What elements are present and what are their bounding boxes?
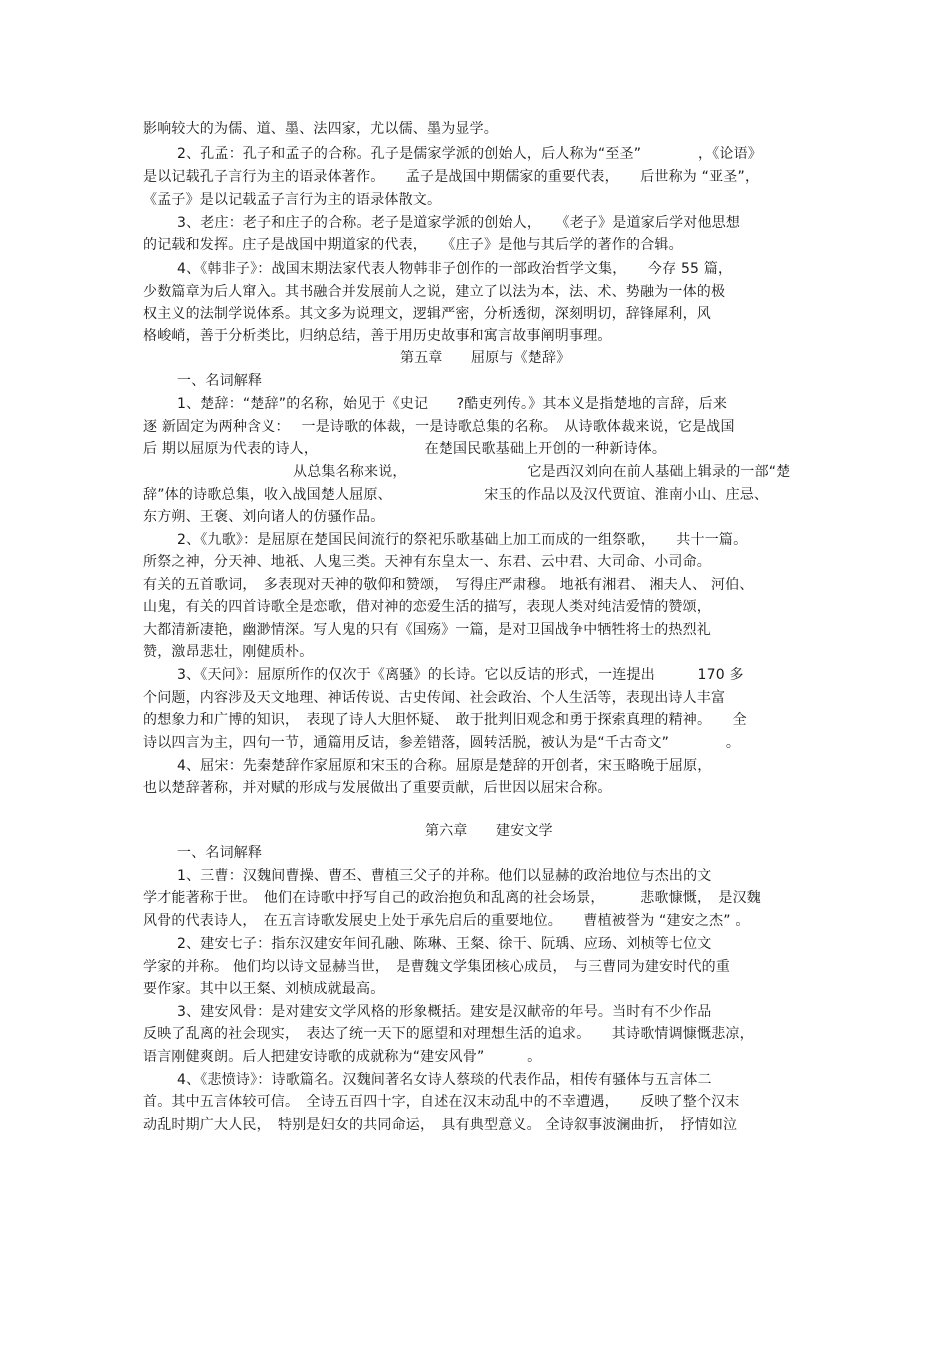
chapter-heading: 第六章 建安文学 <box>425 823 553 839</box>
text-line: 所祭之神，分天神、地祇、人鬼三类。天神有东皇太一、东君、云中君、大司命、小司命。 <box>143 554 711 570</box>
section-heading: 一、名词解释 <box>177 845 263 861</box>
text-line: 《孟子》是以记载孟子言行为主的语录体散文。 <box>143 192 442 208</box>
text-line: 诗以四言为主，四句一节，通篇用反诘，参差错落，圆转活脱，被认为是“千古奇文” 。 <box>143 735 741 751</box>
text-line: 个问题，内容涉及天文地理、神话传说、古史传闻、社会政治、个人生活等，表现出诗人丰富 <box>143 690 726 706</box>
text-line: 大都清新凄艳，幽渺情深。写人鬼的只有《国殇》一篇，是对卫国战争中牺牲将士的热烈礼 <box>143 622 711 638</box>
chapter-heading: 第五章 屈原与《楚辞》 <box>400 350 571 366</box>
text-line: 1、三曹：汉魏间曹操、曹丕、曹植三父子的并称。他们以显赫的政治地位与杰出的文 <box>177 868 712 884</box>
text-line: 2、孔孟：孔子和孟子的合称。孔子是儒家学派的创始人，后人称为“至圣” ，《论语》 <box>177 146 763 162</box>
text-line: 山鬼，有关的四首诗歌全是恋歌，借对神的恋爱生活的描写，表现人类对纯洁爱情的赞颂， <box>143 599 711 615</box>
text-line: 逐 新固定为两种含义： 一是诗歌的体裁，一是诗歌总集的名称。 从诗歌体裁来说，它是战国 <box>143 419 735 435</box>
section-heading: 一、名词解释 <box>177 373 263 389</box>
text-line: 要作家。其中以王粲、刘桢成就最高。 <box>143 981 385 997</box>
text-line: 3、老庄：老子和庄子的合称。老子是道家学派的创始人， 《老子》是道家后学对他思想 <box>177 215 741 231</box>
text-line: 也以楚辞著称，并对赋的形成与发展做出了重要贡献，后世因以屈宋合称。 <box>143 780 612 796</box>
text-line: 影响较大的为儒、道、墨、法四家，尤以儒、墨为显学。 <box>143 121 498 137</box>
text-line: 首。其中五言体较可信。 全诗五百四十字，自述在汉末动乱中的不幸遭遇， 反映了整个汉末 <box>143 1094 740 1110</box>
text-line: 的记载和发挥。庄子是战国中期道家的代表， 《庄子》是他与其后学的著作的合辑。 <box>143 237 683 253</box>
text-line: 格峻峭，善于分析类比，归纳总结，善于用历史故事和寓言故事阐明事理。 <box>143 328 612 344</box>
text-line: 东方朔、王褒、刘向诸人的仿骚作品。 <box>143 509 385 525</box>
text-line: 2、建安七子：指东汉建安年间孔融、陈琳、王粲、徐干、阮瑀、应玚、刘桢等七位文 <box>177 936 712 952</box>
text-line: 后 期以屈原为代表的诗人， 在楚国民歌基础上开创的一种新诗体。 <box>143 441 667 457</box>
text-line: 学才能著称于世。 他们在诗歌中抒写自己的政治抱负和乱离的社会场景， 悲歌慷慨， 是汉魏 <box>143 890 761 906</box>
text-line: 的想象力和广博的知识， 表现了诗人大胆怀疑、 敢于批判旧观念和勇于探索真理的精神。 全 <box>143 712 747 728</box>
text-line: 学家的并称。 他们均以诗文显赫当世， 是曹魏文学集团核心成员， 与三曹同为建安时代的重 <box>143 959 731 975</box>
text-line: 2、《九歌》：是屈原在楚国民间流行的祭祀乐歌基础上加工而成的一组祭歌， 共十一篇。 <box>177 532 748 548</box>
text-line: 1、楚辞：“楚辞”的名称，始见于《史记 ?酷吏列传。》其本义是指楚地的言辞，后来 <box>177 396 728 412</box>
text-line: 赞，激昂悲壮，刚健质朴。 <box>143 644 314 660</box>
text-line: 从总集名称来说， 它是西汉刘向在前人基础上辑录的一部“楚 <box>293 464 791 480</box>
text-line: 少数篇章为后人窜入。其书融合并发展前人之说，建立了以法为本，法、术、势融为一体的极 <box>143 284 726 300</box>
text-line: 动乱时期广大人民， 特别是妇女的共同命运， 具有典型意义。 全诗叙事波澜曲折， 抒情如泣 <box>143 1117 738 1133</box>
text-line: 3、建安风骨：是对建安文学风格的形象概括。建安是汉献帝的年号。当时有不少作品 <box>177 1004 712 1020</box>
text-line: 4、屈宋：先秦楚辞作家屈原和宋玉的合称。屈原是楚辞的开创者，宋玉略晚于屈原， <box>177 758 712 774</box>
text-line: 3、《天问》：屈原所作的仅次于《离骚》的长诗。它以反诘的形式，一连提出 170 多 <box>177 667 744 683</box>
text-line: 语言刚健爽朗。后人把建安诗歌的成就称为“建安风骨” 。 <box>143 1049 542 1065</box>
text-line: 4、《韩非子》：战国末期法家代表人物韩非子创作的一部政治哲学文集， 今存 55 篇， <box>177 261 733 277</box>
text-line: 权主义的法制学说体系。其文多为说理文，逻辑严密，分析透彻，深刻明切，辞锋犀利，风 <box>143 306 711 322</box>
text-line: 反映了乱离的社会现实， 表达了统一天下的愿望和对理想生活的追求。 其诗歌情调慷慨悲凉， <box>143 1026 754 1042</box>
text-line: 风骨的代表诗人， 在五言诗歌发展史上处于承先启后的重要地位。 曹植被誉为 “建安之杰” 。 <box>143 913 750 929</box>
text-line: 有关的五首歌词， 多表现对天神的敬仰和赞颂， 写得庄严肃穆。 地祇有湘君、 湘夫人、 河伯、 <box>143 577 754 593</box>
text-line: 4、《悲愤诗》：诗歌篇名。汉魏间著名女诗人蔡琰的代表作品，相传有骚体与五言体二 <box>177 1072 712 1088</box>
text-line: 是以记载孔子言行为主的语录体著作。 孟子是战国中期儒家的重要代表， 后世称为 “亚圣”， <box>143 169 760 185</box>
text-line: 辞”体的诗歌总集，收入战国楚人屈原、 宋玉的作品以及汉代贾谊、淮南小山、庄忌、 <box>143 487 769 503</box>
